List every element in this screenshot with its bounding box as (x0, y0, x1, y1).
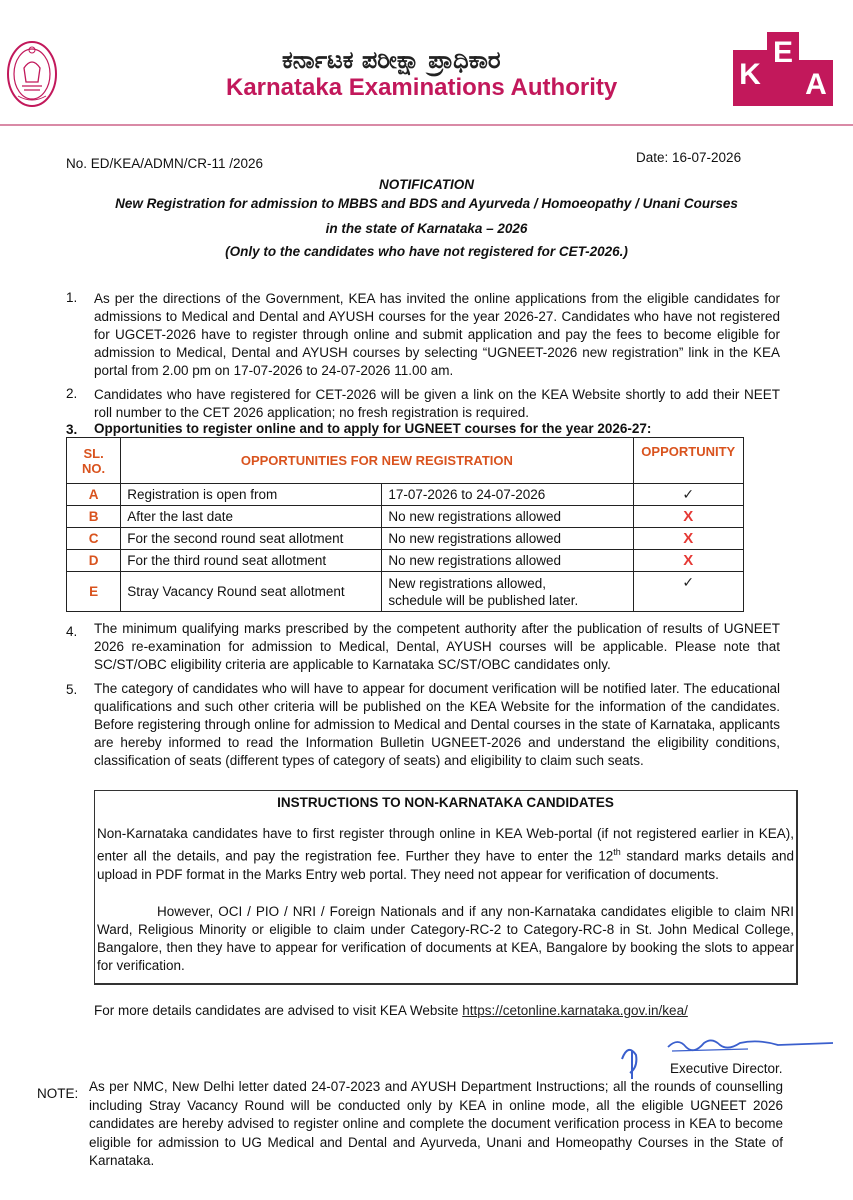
subject-line-2: in the state of Karnataka – 2026 (325, 221, 528, 236)
row-item: After the last date (121, 506, 382, 528)
subject-line-1: New Registration for admission to MBBS and BDS and Ayurveda / Homoeopathy / Unani Courses (115, 196, 738, 211)
notice-date: Date: 16-07-2026 (636, 150, 742, 165)
title-kannada: ಕರ್ನಾಟಕ ಪರೀಕ್ಷಾ ಪ್ರಾಧಿಕಾರ (282, 46, 501, 74)
point-number: 1. (66, 290, 78, 305)
table-header-row (67, 438, 744, 484)
table-row (67, 572, 744, 612)
instructions-paragraph-1: Non-Karnataka candidates have to first register through online in KEA Web-portal (if not registered earlier in KEA), enter all the details, and pay the registration fee. Further they have to enter the 12th standard marks details and upload in PDF format in the Marks Entry web portal. They need not appear for verification of documents. (97, 826, 794, 882)
table-row (67, 506, 744, 528)
subject-line-3: (Only to the candidates who have not registered for CET-2026.) (225, 244, 628, 259)
kea-logo-k: K (739, 58, 761, 91)
row-item: For the second round seat allotment (121, 528, 382, 550)
cross-icon: X (683, 552, 694, 569)
opportunities-table (66, 437, 744, 612)
kea-logo-a: A (805, 68, 827, 101)
more-details-text: For more details candidates are advised to visit KEA Website (94, 1003, 463, 1018)
col-sl-header: SL. NO. (67, 438, 121, 484)
row-detail: No new registrations allowed (382, 550, 633, 572)
row-detail: No new registrations allowed (382, 528, 633, 550)
kea-website-link[interactable]: https://cetonline.karnataka.gov.in/kea/ (462, 1003, 688, 1018)
col-opportunities-header: OPPORTUNITIES FOR NEW REGISTRATION (121, 438, 633, 484)
point-4-text: The minimum qualifying marks prescribed by the competent authority after the publication of results of UGNEET 2026 re-examination for admission to Medical, Dental, AYUSH courses will be applicable. Please note that SC/ST/OBC eligibility criteria are applicable to Karnataka SC/ST/OBC candidates only. (94, 621, 780, 672)
karnataka-emblem-icon (6, 38, 58, 110)
row-item: Stray Vacancy Round seat allotment (121, 572, 382, 612)
cross-icon: X (683, 530, 694, 547)
row-item: For the third round seat allotment (121, 550, 382, 572)
instructions-title: INSTRUCTIONS TO NON-KARNATAKA CANDIDATES (277, 795, 614, 810)
notification-heading: NOTIFICATION (379, 177, 474, 192)
point-2-text: Candidates who have registered for CET-2026 will be given a link on the KEA Website shortly to add their NEET roll number to the CET 2026 application; no fresh registration is required. (94, 387, 780, 420)
note-text: As per NMC, New Delhi letter dated 24-07-2023 and AYUSH Department Instructions; all the rounds of counselling including Stray Vacancy Round will be conducted only by KEA in online mode, all the eligible UGNEET 2026 candidates are hereby advised to register online and complete the document verification process in KEA to become eligible for admission to UG Medical and Dental and Ayurveda, Unani and Homeopathy Courses in the State of Karnataka. (89, 1079, 783, 1168)
kea-logo-e: E (772, 36, 794, 69)
kea-logo-icon (733, 32, 833, 106)
title-english: Karnataka Examinations Authority (226, 74, 618, 101)
point-number: 4. (66, 624, 78, 639)
signatory-title: Executive Director. (670, 1061, 783, 1076)
row-sl: C (67, 528, 121, 550)
table-row (67, 484, 744, 506)
point-5-text: The category of candidates who will have to appear for document verification will be notified later. The educational qualifications and such other criteria will be published on the KEA Website for the information of the candidates. Before registering through online for admission to Medical and Dental courses in the state of Karnataka, applicants are hereby informed to read the Information Bulletin UGNEET-2026 and understand the eligibility conditions, classification of seats (different types of category of seats) and eligibility to claim such seats. (94, 681, 780, 768)
point-number: 2. (66, 386, 78, 401)
reference-number: No. ED/KEA/ADMN/CR-11 /2026 (66, 156, 264, 171)
tick-icon: ✓ (682, 486, 695, 502)
row-sl: E (67, 572, 121, 612)
row-detail-line: New registrations allowed, (388, 575, 546, 591)
table-row (67, 550, 744, 572)
tick-icon: ✓ (682, 574, 695, 590)
row-sl: D (67, 550, 121, 572)
more-details (94, 1003, 688, 1018)
table-row (67, 528, 744, 550)
row-item: Registration is open from (121, 484, 382, 506)
row-detail (382, 572, 633, 612)
point-3-text: Opportunities to register online and to apply for UGNEET courses for the year 2026-27: (94, 421, 652, 436)
cross-icon: X (683, 508, 694, 525)
col-opportunity-header: OPPORTUNITY (633, 438, 744, 484)
point-number: 5. (66, 682, 78, 697)
instructions-paragraph-2: However, OCI / PIO / NRI / Foreign Nationals and if any non-Karnataka candidates eligible to claim NRI Ward, Religious Minority or eligible to claim under Category-RC-2 to Category-RC-8 in St. John Medical College, Bangalore, then they have to appear for verification of documents at KEA, Bangalore by booking the slots to appear for verification. (97, 904, 794, 973)
point-1-text: As per the directions of the Government, KEA has invited the online applications from the eligible candidates for admissions to Medical and Dental and AYUSH courses for the year 2026-27. Candidates who have not registered for UGCET-2026 have to register through online and submit application and pay the fees to become eligible for admission to Medical, Dental and AYUSH courses by selecting “UGNEET-2026 new registration” link in the KEA portal from 2.00 pm on 17-07-2026 to 24-07-2026 11.00 am. (94, 291, 780, 378)
point-number: 3. (66, 422, 78, 437)
row-detail: No new registrations allowed (382, 506, 633, 528)
row-detail-line: schedule will be published later. (388, 592, 579, 608)
instructions-box (94, 790, 798, 985)
note-label: NOTE: (37, 1086, 79, 1101)
row-detail: 17-07-2026 to 24-07-2026 (382, 484, 633, 506)
row-sl: B (67, 506, 121, 528)
header-divider (0, 124, 853, 126)
row-sl: A (67, 484, 121, 506)
letterhead (0, 0, 853, 125)
